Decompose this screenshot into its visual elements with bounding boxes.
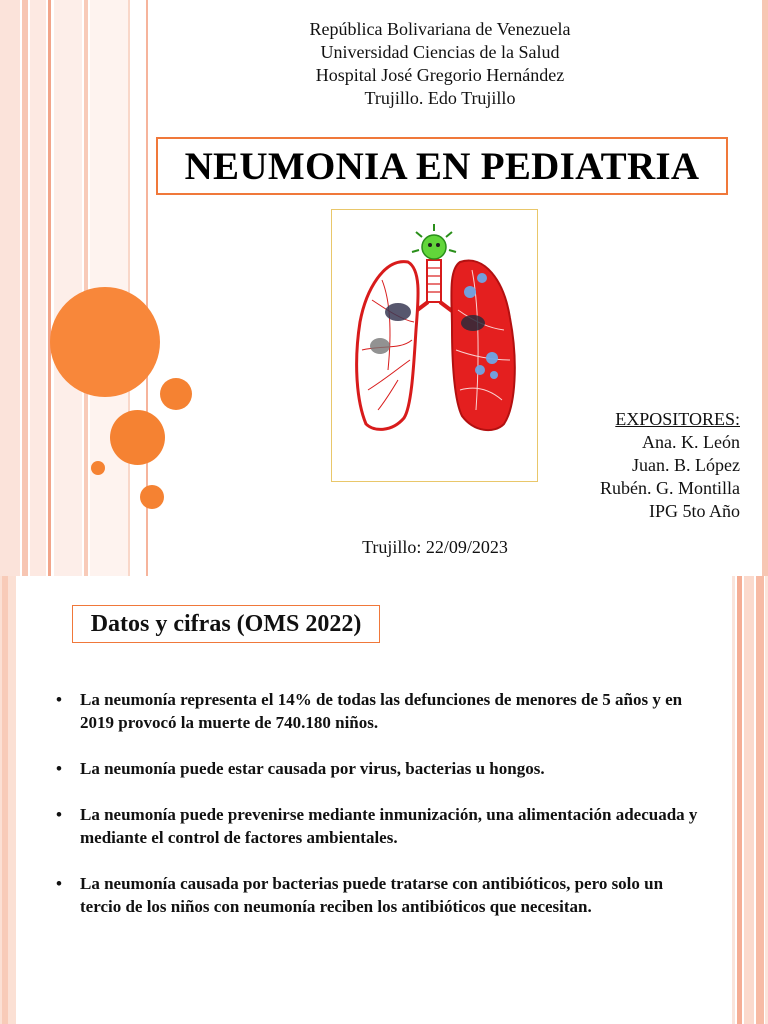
header-line: Trujillo. Edo Trujillo bbox=[364, 88, 516, 108]
decor-circle bbox=[50, 287, 160, 397]
header-line: República Bolivariana de Venezuela bbox=[309, 19, 571, 39]
decor-stripe-right bbox=[732, 576, 735, 1024]
presenter-course: IPG 5to Año bbox=[648, 501, 740, 521]
fact-text: La neumonía puede prevenirse mediante inmunización, una alimentación adecuada y mediante el control de factores ambientales. bbox=[80, 805, 698, 847]
decor-stripe bbox=[0, 0, 20, 576]
facts-list bbox=[54, 688, 704, 941]
list-item bbox=[54, 872, 704, 918]
list-item bbox=[54, 803, 704, 849]
decor-stripe bbox=[30, 0, 46, 576]
presenters-block bbox=[600, 408, 740, 523]
fact-text: La neumonía puede estar causada por virus, bacterias u hongos. bbox=[80, 759, 545, 778]
header-line: Hospital José Gregorio Hernández bbox=[315, 65, 565, 85]
decor-stripe bbox=[48, 0, 51, 576]
presenter-name: Juan. B. López bbox=[632, 455, 740, 475]
presenter-name: Ana. K. León bbox=[642, 432, 740, 452]
bullet-icon: • bbox=[56, 874, 62, 893]
decor-stripe-right bbox=[762, 0, 768, 576]
decor-circle bbox=[140, 485, 164, 509]
lungs-image bbox=[332, 210, 537, 481]
list-item bbox=[54, 688, 704, 734]
decor-stripe-right bbox=[744, 576, 754, 1024]
decor-stripe bbox=[2, 576, 8, 1024]
bullet-icon: • bbox=[56, 805, 62, 824]
decor-circle bbox=[91, 461, 105, 475]
decor-stripe bbox=[128, 0, 130, 576]
lungs-illustration bbox=[331, 209, 538, 482]
bullet-icon: • bbox=[56, 759, 62, 778]
facts-slide bbox=[0, 576, 768, 1024]
presentation-date: Trujillo: 22/09/2023 bbox=[362, 537, 508, 557]
header-line: Universidad Ciencias de la Salud bbox=[320, 42, 560, 62]
bullet-icon: • bbox=[56, 690, 62, 709]
fact-text: La neumonía causada por bacterias puede tratarse con antibióticos, pero solo un tercio de los niños con neumonía reciben los antibióticos que necesitan. bbox=[80, 874, 664, 916]
presenters-heading: EXPOSITORES: bbox=[615, 409, 740, 429]
fact-text: La neumonía representa el 14% de todas las defunciones de menores de 5 años y en 2019 provocó la muerte de 740.180 niños. bbox=[80, 690, 683, 732]
list-item bbox=[54, 757, 704, 780]
slide-title: NEUMONIA EN PEDIATRIA bbox=[184, 144, 700, 188]
decor-stripe-right bbox=[737, 576, 742, 1024]
decor-circle bbox=[110, 410, 165, 465]
title-box bbox=[156, 137, 728, 195]
facts-heading: Datos y cifras (OMS 2022) bbox=[90, 610, 362, 637]
presenter-name: Rubén. G. Montilla bbox=[600, 478, 740, 498]
decor-stripe-right bbox=[756, 576, 764, 1024]
decor-circle bbox=[160, 378, 192, 410]
facts-heading-box bbox=[72, 605, 380, 643]
decor-stripe bbox=[22, 0, 28, 576]
decor-stripe bbox=[54, 0, 82, 576]
decor-stripe bbox=[84, 0, 88, 576]
institution-header bbox=[180, 18, 700, 110]
